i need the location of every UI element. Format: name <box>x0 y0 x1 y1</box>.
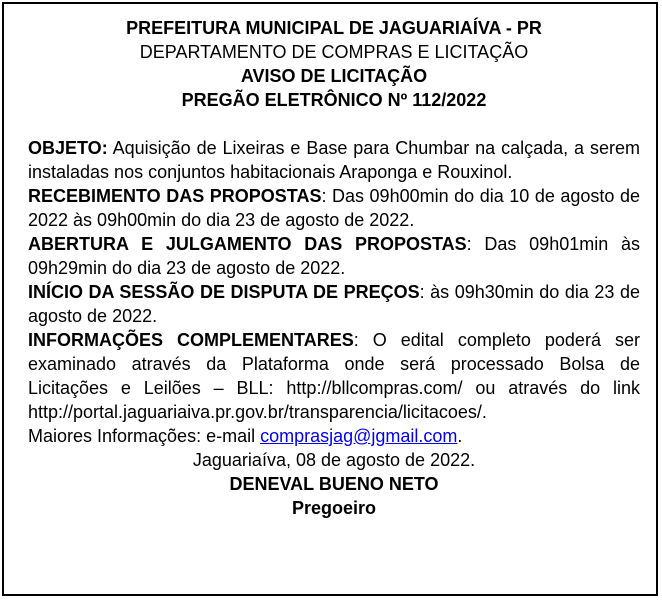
text-informacoes: : O edital completo poderá ser examinado através da Plataforma onde será processado Bolsa de Licitações e Leilões – BLL: http://bllcompras.com/ ou através do link http://portal.jaguariaiva.pr.gov.br/transparencia/licitacoes/. <box>28 330 640 422</box>
notice-frame <box>2 2 658 596</box>
signer-role: Pregoeiro <box>291 498 377 518</box>
paragraph-maiores-informacoes <box>28 424 640 448</box>
text-objeto: Aquisição de Lixeiras e Base para Chumbar na calçada, a serem instaladas nos conjuntos habitacionais Araponga e Rouxinol. <box>28 138 640 182</box>
place-date: Jaguariaíva, 08 de agosto de 2022. <box>192 450 476 470</box>
paragraph-abertura <box>28 232 640 280</box>
header-notice-title: AVISO DE LICITAÇÃO <box>240 66 428 86</box>
header-municipality: PREFEITURA MUNICIPAL DE JAGUARIAÍVA - PR <box>126 18 542 38</box>
label-abertura: ABERTURA E JULGAMENTO DAS PROPOSTAS <box>28 234 467 254</box>
paragraph-recebimento <box>28 184 640 232</box>
email-link[interactable]: comprasjag@jgmail.com <box>260 426 458 446</box>
header-department: DEPARTAMENTO DE COMPRAS E LICITAÇÃO <box>139 42 529 62</box>
paragraph-objeto <box>28 136 640 184</box>
header-process-number: PREGÃO ELETRÔNICO Nº 112/2022 <box>181 90 487 110</box>
text-inicio: : às 09h30min do dia 23 de agosto de 2022. <box>28 282 640 326</box>
text-abertura: : Das 09h01min às 09h29min do dia 23 de agosto de 2022. <box>28 234 640 278</box>
label-recebimento: RECEBIMENTO DAS PROPOSTAS <box>28 186 322 206</box>
signer-name: DENEVAL BUENO NETO <box>229 474 439 494</box>
label-informacoes: INFORMAÇÕES COMPLEMENTARES <box>28 330 354 350</box>
label-objeto: OBJETO: <box>28 138 108 158</box>
text-maiores: Maiores Informações: e-mail <box>28 426 261 446</box>
text-recebimento: : Das 09h00min do dia 10 de agosto de 2022 às 09h00min do dia 23 de agosto de 2022. <box>28 186 640 230</box>
paragraph-informacoes <box>28 328 640 424</box>
spacer <box>28 112 640 136</box>
paragraph-inicio <box>28 280 640 328</box>
notice-document <box>28 16 640 520</box>
label-inicio: INÍCIO DA SESSÃO DE DISPUTA DE PREÇOS <box>28 282 420 302</box>
text-maiores-end: . <box>457 426 463 446</box>
